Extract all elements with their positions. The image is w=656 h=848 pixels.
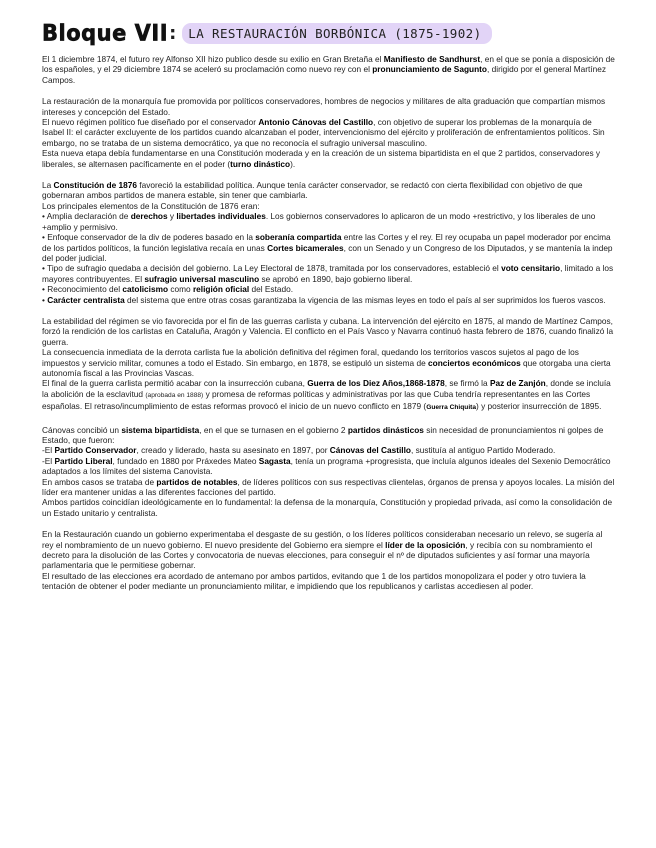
document-body bbox=[42, 52, 616, 592]
paragraph: Ambos partidos coincidían ideológicamente en lo fundamental: la defensa de la monarquía, Constitución y propiedad privada, así como la consolidación de un Estado unitario y centralista. bbox=[42, 497, 613, 518]
paragraph: En ambos casos se trataba de partidos de notables, de líderes políticos con sus respectivas clientelas, órganos de prensa y apoyos locales. La misión del líder era mantener unidas a las diferentes facciones del partido. bbox=[42, 476, 615, 498]
paragraph: La consecuencia inmediata de la derrota carlista fue la abolición definitiva del régimen foral, quedando los territorios vascos sujetos al pago de los impuestos y servicio militar, comunes a todo el Estado. Sin embargo, en 1878, se estipuló un sistema de conciertos económicos que otorgaba una cierta autonomía fiscal a las Provincias Vascas. bbox=[42, 347, 611, 378]
list-item: • Tipo de sufragio quedaba a decisión del gobierno. La Ley Electoral de 1878, tramitada por los conservadores, estableció el voto censitario, limitado a los mayores contribuyentes. El sufragio universal masculino se aprobó en 1890, bajo gobierno liberal. bbox=[42, 263, 614, 284]
paragraph: La estabilidad del régimen se vio favorecida por el fin de las guerras carlista y cubana. La intervención del ejército en 1875, al mando de Martínez Campos, forzó la rendición de los carlistas en Cataluña, Aragón y Valencia. El conflicto en el País Vasco y Navarra continuó hasta febrero de 1876, cuando finalizó la guerra. bbox=[42, 315, 614, 347]
paragraph: Esta nueva etapa debía fundamentarse en una Constitución moderada y en la creación de un sistema bipartidista en el que 2 partidos, conservadores y liberales, se alternasen pacíficamente en el poder (turno dinástico). bbox=[42, 148, 601, 169]
paragraph: -El Partido Conservador, creado y liderado, hasta su asesinato en 1897, por Cánovas del Castillo, sustituía al antiguo Partido Moderado. bbox=[42, 445, 556, 456]
paragraph: La restauración de la monarquía fue promovida por políticos conservadores, hombres de negocios y militares de alta graduación que compartían mismos intereses y concepción del Estado. bbox=[42, 96, 606, 117]
paragraph: El 1 diciembre 1874, el futuro rey Alfonso XII hizo publico desde su exilio en Gran Bretaña el Manifiesto de Sandhurst, en el que se ponía a disposición de los españoles, y el 29 diciembre 1874 se aceleró su proclamación como nuevo rey con el pronunciamiento de Sagunto, dirigido por el general Martínez Campos. bbox=[42, 54, 615, 85]
paragraph: Cánovas concibió un sistema bipartidista, en el que se turnasen en el gobierno 2 partidos dinásticos sin necesidad de pronunciamientos ni golpes de Estado, que fueron: bbox=[42, 424, 604, 445]
list-item: • Amplia declaración de derechos y libertades individuales. Los gobiernos conservadores lo aplicaron de un modo +restrictivo, y los liberales de uno +amplio y permisivo. bbox=[42, 211, 596, 232]
title-colon: : bbox=[169, 22, 177, 44]
list-item: • Enfoque conservador de la div de poderes basado en la soberanía compartida entre las Cortes y el rey. El rey ocupaba un papel moderador por encima de los partidos políticos, la función legislativa recaía en unas Cortes bicamerales, con un Senado y un Congreso de los Diputados, y se mantenía la indep del poder judicial. bbox=[42, 232, 613, 263]
paragraph: -El Partido Liberal, fundado en 1880 por Práxedes Mateo Sagasta, tenía un programa +progresista, que incluía algunos ideales del Sexenio Democrático adaptados a los límites del sistema Canovista. bbox=[42, 455, 611, 477]
paragraph: La Constitución de 1876 favoreció la estabilidad política. Aunque tenía carácter conservador, se redactó con cierta flexibilidad con objetivo de que gobernaran ambos partidos de manera estable, sin tener que cambiarla. bbox=[42, 180, 583, 201]
paragraph: El final de la guerra carlista permitió acabar con la insurrección cubana, Guerra de los Diez Años,1868-1878, se firmó la Paz de Zanjón, donde se incluía la abolición de la esclavitud (aprobada en 1888) y promesa de reformas políticas y administrativas por las que Cuba tendría representantes en las Cortes españolas. El retraso/incumplimiento de estas reformas provocó el inicio de un nuevo conflicto en 1879 (Guerra Chiquita) y posterior insurrección de 1895. bbox=[42, 378, 611, 412]
list-item: • Reconocimiento del catolicismo como religión oficial del Estado. bbox=[42, 284, 294, 295]
paragraph: Los principales elementos de la Constitución de 1876 eran: bbox=[42, 200, 260, 211]
bloque-title: Bloque VII bbox=[42, 20, 169, 46]
title-row bbox=[42, 14, 616, 52]
list-item: • Carácter centralista del sistema que entre otras cosas garantizaba la vigencia de las mismas leyes en todo el país al ser suprimidos los fueros vascos. bbox=[42, 294, 606, 305]
topic-highlight: LA RESTAURACIÓN BORBÓNICA (1875-1902) bbox=[182, 23, 491, 44]
paragraph: En la Restauración cuando un gobierno experimentaba el desgaste de su gestión, o los líderes políticos consideraban necesario un relevo, se sugería al rey el nombramiento de un nuevo gobierno. El nuevo presidente del Gobierno era siempre el líder de la oposición, y recibía con su nombramiento el decreto para la disolución de las Cortes y convocatoria de nuevas elecciones, para conseguir el nº de diputados suficientes y así formar una mayoría parlamentaria que le permitiese gobernar. bbox=[42, 529, 603, 571]
paragraph: El resultado de las elecciones era acordado de antemano por ambos partidos, evitando que 1 de los partidos monopolizara el poder y otro tuviera la tentación de obtener el poder mediante un pronunciamiento militar, e impidiendo que los republicanos y carlistas accediesen al poder. bbox=[42, 570, 586, 592]
paragraph: El nuevo régimen político fue diseñado por el conservador Antonio Cánovas del Castillo, con objetivo de superar los problemas de la monarquía de Isabel II: el carácter excluyente de los partidos cuando alcanzaban el poder, intervencionismo del ejército y proliferación de enfrentamientos políticos. Sin embargo, no se trataba de un sistema democrático, ya que no reconocía el sufragio universal masculino. bbox=[42, 117, 605, 148]
